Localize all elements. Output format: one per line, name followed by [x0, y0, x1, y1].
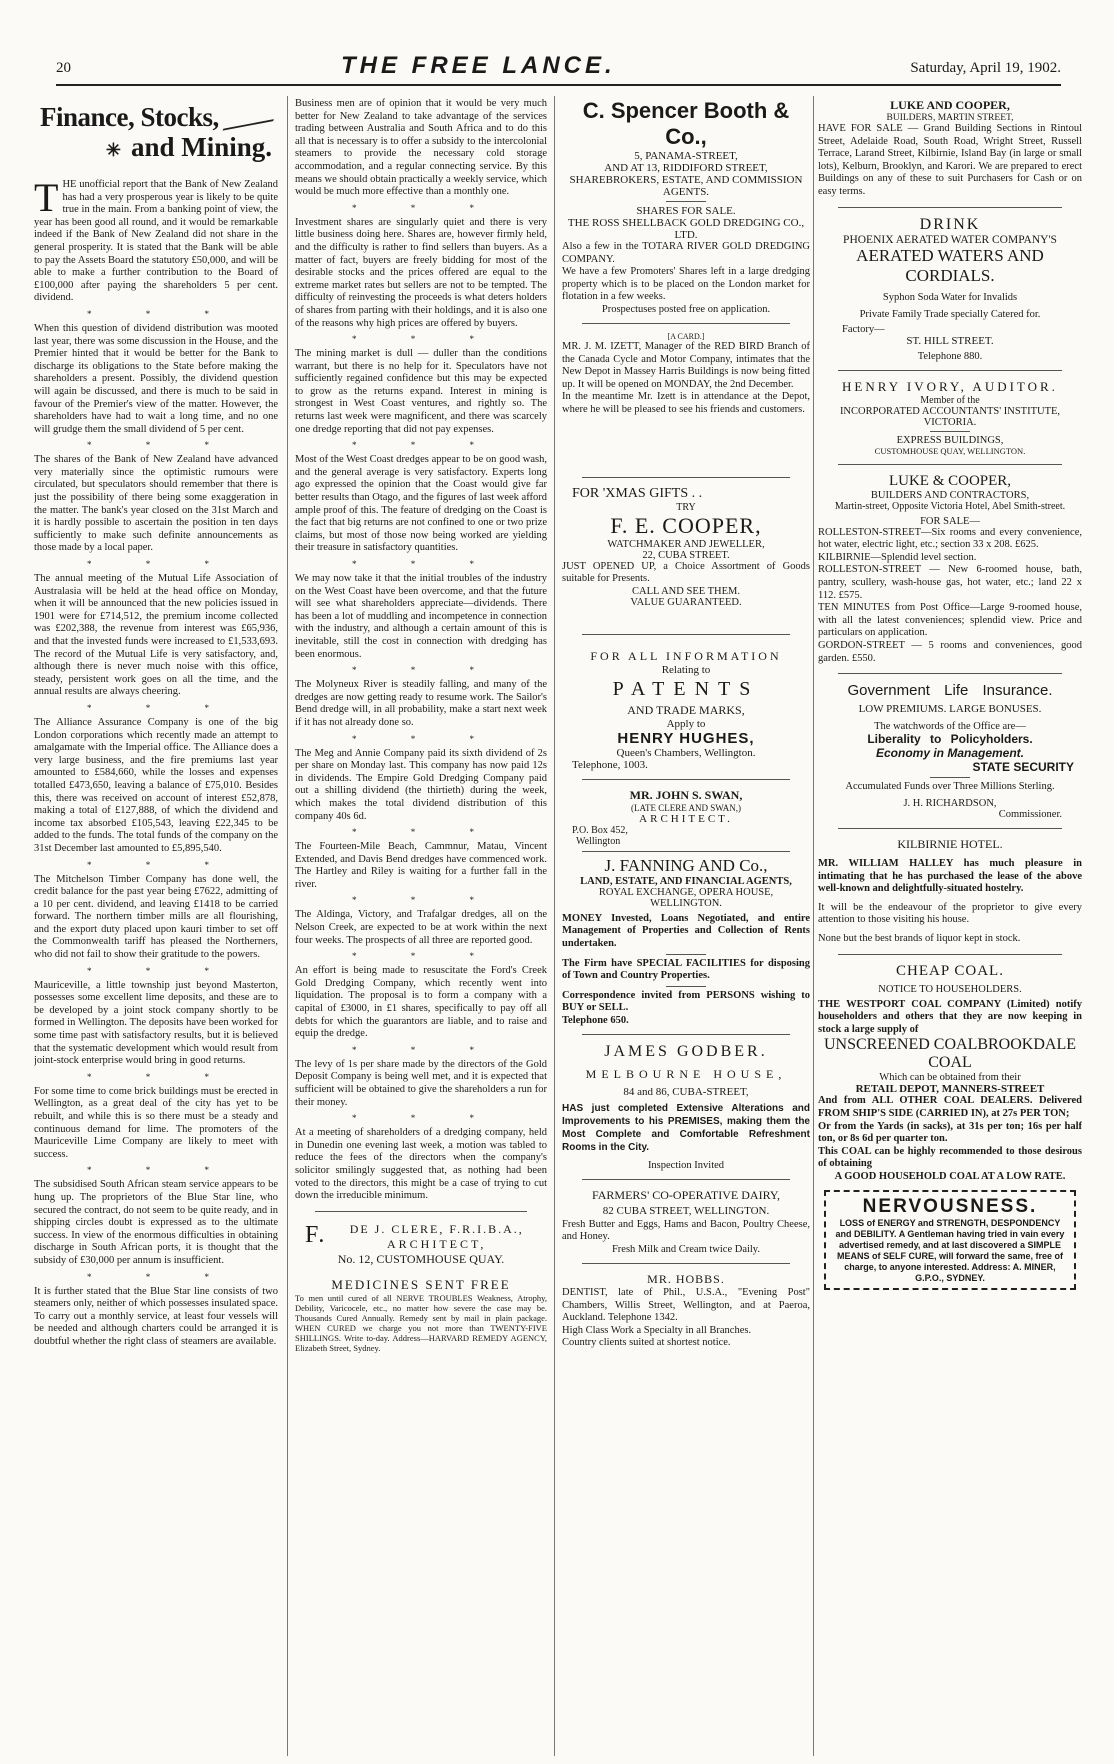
ad-text: Accumulated Funds over Three Millions Sterling. [845, 781, 1055, 793]
ad-body: MONEY Invested, Loans Negotiated, and entire Management of Properties and Collection of Rents undertaken. [562, 912, 810, 949]
separator-stars: * * * [352, 334, 500, 345]
ads-column-1 [562, 98, 810, 1754]
separator-stars: * * * [352, 440, 500, 451]
ad-text: TRY [676, 501, 696, 513]
ad-heading: NERVOUSNESS. [862, 1196, 1038, 1217]
divider [838, 370, 1062, 371]
flourish-icon [222, 109, 277, 130]
ad-text: The watchwords of the Office are— [874, 721, 1026, 733]
article-paragraph: The Mitchelson Timber Company has done well, the credit balance for the past year being £7622, admitting of a 10 per cent. dividend, and leaving £1418 to be carried forward. The northern timber mills are all flourishing, and the export duty placed upon kauri timber to set off the Commonwealth tariff has pleased the Northerners, who did not fail to show their gratitude to the powers. [34, 873, 278, 961]
article-paragraph: Most of the West Coast dredges appear to be on good wash, and the general average is very satisfactory. Experts long ago expressed the opinion that the Coast would give far better results than Otago, and the figures of last week afford ample proof of this. The feature of dredging on the Coast is the fact that big returns are not confined to one or two prize claims, but most of those now being worked are yielding their treasure in satisfactory quantities. [295, 454, 547, 554]
divider [666, 201, 706, 202]
ad-address: Martin-street, Opposite Victoria Hotel, Abel Smith-street. [834, 500, 1066, 512]
ad-name: HENRY IVORY, AUDITOR. [842, 378, 1058, 394]
ad-address: P.O. Box 452, [572, 824, 628, 836]
ad-subheading: INCORPORATED ACCOUNTANTS' INSTITUTE, VICTORIA. [839, 405, 1061, 428]
ad-subheading: AND TRADE MARKS, [627, 702, 745, 717]
ad-body: Fresh Butter and Eggs, Hams and Bacon, Poultry Cheese, and Honey. [562, 1218, 810, 1243]
divider [582, 1263, 790, 1264]
separator-stars: * * * [87, 1271, 235, 1282]
ad-text: Commissioner. [998, 809, 1062, 821]
separator-stars: * * * [352, 895, 500, 906]
ivory-ad [818, 379, 1082, 456]
ad-address: Wellington [576, 835, 621, 847]
clere-ad [295, 1222, 547, 1267]
ad-body: JUST OPENED UP, a Choice Assortment of Goods suitable for Presents. [562, 560, 810, 585]
swan-ad [562, 788, 810, 847]
divider [930, 777, 970, 778]
divider [930, 431, 970, 432]
divider [838, 673, 1062, 674]
cooper-ad [562, 486, 810, 608]
article-paragraph: The mining market is dull — duller than the conditions warrant, but there is no help for it. Speculators have not sufficiently regained confidence but this may be expected to grow as the returns expand. Interest in mining is strongest in West Coast ventures, and rightly so. The returns last week were magnificent, and there was scarcely one dredge reporting that did not pay expenses. [295, 348, 547, 435]
ad-body: LOSS of ENERGY and STRENGTH, DESPONDENCY and DEBILITY. A Gentleman having tried in vain every advertised remedy, and at last discovered a SIMPLE MEANS of SELF CURE, will forward the same, free of charge, to anyone interested. Address: A. MINER, G.P.O., SYDNEY. [835, 1218, 1065, 1283]
ad-heading: MEDICINES SENT FREE [331, 1276, 511, 1292]
kilbirnie-ad [818, 837, 1082, 946]
booth-ad [562, 98, 810, 315]
ad-heading: FOR 'XMAS GIFTS . . [572, 485, 703, 501]
ad-name: LUKE AND COOPER, [890, 98, 1010, 112]
ad-subheading: BUILDERS AND CONTRACTORS, [870, 489, 1030, 501]
separator-stars: * * * [352, 1113, 500, 1124]
article-paragraph: The subsidised South African steam service appears to be hung up. The proprietors of the Blue Star line, who secured the contract, do not seem to be quite ready, and in shipping circles doubt is expressed as to the ultimate success. In view of the enormous difficulties in obtaining discharge in South African ports, it is thought that the subsidy of £30,000 per annum is insufficient. [34, 1179, 278, 1266]
article-paragraph: When this question of dividend distribution was mooted last year, there was some discussion in the House, and the Premier hinted that it would be better for the Bank to discharge its obligations to the State before making the shareholders a present. Possibly, the dividend question will again be discussed, and there is much to be said in favour of the Premier's view of the matter. However, the shareholders have had to wait a long time, and no one will grudge them the small dividend of 5 per cent. [34, 322, 278, 435]
article-paragraph: It is further stated that the Blue Star line consists of two steamers only, neither of which possesses insulated space. To carry out a monthly service, at least four vessels will be needed and although charters could be arranged it is doubtful whether the right class of steamers are available. [34, 1285, 278, 1347]
section-title [40, 102, 278, 132]
ad-body: MR. WILLIAM HALLEY has much pleasure in intimating that he has purchased the lease of the above well-known and delightfully-situated hostelry. [818, 858, 1082, 895]
ad-text: STATE SECURITY [972, 760, 1074, 775]
ad-body: And from ALL OTHER COAL DEALERS. Delivered FROM SHIP'S SIDE (CARRIED IN), at 27s PER TON; [818, 1095, 1082, 1120]
ad-heading: FOR ALL INFORMATION [590, 648, 782, 663]
divider [582, 634, 790, 635]
separator-stars: * * * [352, 202, 500, 213]
separator-stars: * * * [352, 665, 500, 676]
column-divider [813, 96, 814, 1756]
page-number: 20 [56, 60, 71, 76]
ad-phone: Telephone 880. [917, 350, 983, 362]
ad-subheading: WATCHMAKER AND JEWELLER, [607, 538, 765, 550]
luke-cooper-ad-2 [818, 473, 1082, 666]
ad-subheading: LAND, ESTATE, AND FINANCIAL AGENTS, [580, 875, 792, 887]
godber-ad [562, 1043, 810, 1171]
ad-big: PATENTS [612, 677, 760, 700]
separator-stars: * * * [87, 1071, 235, 1082]
ad-body: HAVE FOR SALE — Grand Building Sections in Rintoul Street, Adelaide Road, South Road, Wright Street, Russell Terrace, Larand Street, Kilbirnie, Island Bay (in large or small lots), Kelburn, Brooklyn, and Karori. We are prepared to erect Buildings on any of these to suit Purchasers for Cash or on easy terms. [818, 123, 1082, 197]
ad-heading: CHEAP COAL. [896, 962, 1004, 979]
ad-body: Or from the Yards (in sacks), at 31s per ton; 16s per half ton, or 8s 6d per quarter ton. [818, 1120, 1082, 1145]
ad-body: To men until cured of all NERVE TROUBLES Weakness, Atrophy, Debility, Varicocele, etc., no matter how severe the case may be. Thousands Cured Annually. Remedy sent by mail in plain package. WHEN CURED we charge you not more than TWENTY-FIVE SHILLINGS. Write to-day. Address—HARVARD REMEDY AGENCY, Elizabeth Street, Sydney. [295, 1292, 547, 1353]
hobbs-ad [562, 1272, 810, 1350]
ad-name: MR. HOBBS. [647, 1272, 725, 1287]
medicines-ad [295, 1277, 547, 1353]
article-paragraph: An effort is being made to resuscitate the Ford's Creek Gold Dredging Company, which recently went into liquidation. The proposal is to form a company with a capital of £3000, in £1 shares, specifically to pay off all debts for which the guarantors are liable, and to raise and equip the dredge. [295, 965, 547, 1040]
article-paragraph: For some time to come brick buildings must be erected in Wellington, as a great deal of the city has yet to be rebuilt, and while this is so there must be a steady and continuous demand for lime. The promoters of the Mauriceville Lime Company are likely to meet with success. [34, 1085, 278, 1160]
separator-stars: * * * [87, 859, 235, 870]
ad-text: CALL AND SEE THEM. [632, 585, 740, 597]
ad-text: (LATE CLERE AND SWAN,) [631, 802, 741, 813]
ad-subheading: LOW PREMIUMS. LARGE BONUSES. [858, 703, 1042, 716]
ad-text: Factory— [842, 323, 885, 335]
divider [838, 207, 1062, 208]
government-life-ad [818, 682, 1082, 820]
ad-body: Correspondence invited from PERSONS wishing to BUY or SELL. [562, 989, 810, 1014]
divider [838, 464, 1062, 465]
separator-stars: * * * [87, 965, 235, 976]
drop-cap: T [34, 175, 59, 220]
ad-address: 5, PANAMA-STREET, [634, 150, 738, 162]
separator-stars: * * * [87, 1165, 235, 1176]
ad-name: LUKE & COOPER, [888, 472, 1012, 489]
ad-text: ARCHITECT. [639, 812, 733, 825]
listing: TEN MINUTES from Post Office—Large 9-roomed house, with all the latest conveniences; splendid view. Price and particulars on application. [818, 602, 1082, 639]
masthead: THE FREE LANCE. [341, 52, 616, 79]
article-paragraph: Business men are of opinion that it would be very much better for New Zealand to take advantage of the services trading between Australia and South Africa and to do this all that is necessary is to offer a subsidy to the intercolonial steamers to provide the necessary cold storage accommodation, and a regular connecting service. By this means we should obtain practically a weekly service, which would be much more effective than a monthly one. [295, 98, 547, 198]
ad-name: FARMERS' CO-OPERATIVE DAIRY, [591, 1187, 781, 1202]
ad-text: Apply to [666, 717, 706, 730]
article-paragraph: The Molyneux River is steadily falling, and many of the dredges are now getting ready to resume work. The Sailor's Bend dredge will, in all probability, make a start next week if it has not already done so. [295, 679, 547, 728]
ad-address: 82 CUBA STREET, WELLINGTON. [602, 1204, 770, 1217]
ad-text: Member of the [920, 394, 980, 406]
separator-stars: * * * [352, 559, 500, 569]
listing: ROLLESTON-STREET—Six rooms and every convenience, hot water, electric light, etc.; section 33 x 208. £625. [818, 526, 1082, 551]
ad-subheading: SHAREBROKERS, ESTATE, AND COMMISSION AGENTS. [569, 174, 803, 198]
listing: ROLLESTON-STREET — New 6-roomed house, bath, pantry, scullery, wash-house gas, hot water, etc.; land 22 x 112. £575. [818, 564, 1082, 601]
drop-cap: F. [305, 1221, 327, 1248]
asterisk-icon: ✳ [105, 140, 121, 160]
ad-text: A GOOD HOUSEHOLD COAL AT A LOW RATE. [834, 1171, 1066, 1182]
nervousness-ad [824, 1190, 1076, 1290]
ad-heading: KILBIRNIE HOTEL. [897, 837, 1003, 852]
divider [582, 323, 790, 324]
ad-body: The Firm have SPECIAL FACILITIES for disposing of Town and Country Properties. [562, 957, 810, 982]
article-paragraph: The Aldinga, Victory, and Trafalgar dredges, all on the Nelson Creek, are expected to be at work within the next four weeks. The prospects of all three are reported good. [295, 909, 547, 946]
architect-title: ARCHITECT, [386, 1236, 487, 1251]
luke-cooper-ad-1 [818, 98, 1082, 199]
ad-address: ST. HILL STREET. [906, 334, 994, 347]
ad-subheading: BUILDERS, MARTIN STREET, [886, 113, 1014, 123]
ad-subheading: PHOENIX AERATED WATER COMPANY'S [843, 233, 1057, 246]
ad-text: Which can be obtained from their [879, 1072, 1021, 1084]
article-paragraph: The shares of the Bank of New Zealand have advanced very materially since the optimistic rumours were circulated, but speculators should remember that there is just the possibility of there being some exaggeration in the matter. The bank's year closed on the 31st March and it is hardly possible to ascertain the position in ten days sufficiently to make such definite announcements as those made by a local paper. [34, 454, 278, 554]
article-paragraph [34, 175, 278, 305]
ad-text: Private Family Trade specially Catered for. [859, 308, 1041, 320]
article-paragraph: Mauriceville, a little township just beyond Masterton, possesses some excellent lime deposits, and these are to be developed by a joint stock company shortly to be formed in Wellington. The deposits have been worked for some time past with satisfactory results, but it is believed that the systematic development which would result from joint-stock enterprise would bring in good returns. [34, 979, 278, 1067]
ad-body: This COAL can be highly recommended to those desirous of obtaining [818, 1145, 1082, 1170]
fanning-ad [562, 856, 810, 1026]
ad-body: Also a few in the TOTARA RIVER GOLD DREDGING COMPANY. [562, 241, 810, 265]
separator-stars: * * * [87, 702, 235, 713]
divider [582, 1034, 790, 1035]
ad-body: None but the best brands of liquor kept in stock. [818, 933, 1021, 945]
separator-stars: * * * [352, 951, 500, 962]
ad-label: [A CARD.] [667, 331, 705, 341]
divider [666, 986, 706, 987]
divider [582, 779, 790, 780]
architect-name: DE J. CLERE, F.R.I.B.A., [349, 1221, 524, 1236]
header-rule [56, 84, 1061, 86]
divider [315, 1211, 527, 1212]
ad-text: Liberality to Policyholders. [867, 732, 1033, 747]
ad-address: 22, CUBA STREET. [642, 549, 730, 561]
divider [582, 477, 790, 478]
ad-phone: Telephone, 1003. [572, 758, 648, 771]
article-paragraph: The Alliance Assurance Company is one of the big London corporations which recently made an attempt to amalgamate with the Imperial office. The Alliance does a very large business, and the fire premiums last year amounted to £584,660, while the losses and expenses totalled £473,650, leaving a balance of £75,010. Besides this, there was received on account of interest £52,878, making a total of £127,888, of which the dividend and income tax absorbed £105,543, leaving £22,345 to be added to the funds. The total funds of the company on the 31st December last amounted to £5,895,540. [34, 716, 278, 854]
ad-text: RETAIL DEPOT, MANNERS-STREET [855, 1083, 1045, 1096]
ad-text: VALUE GUARANTEED. [630, 596, 742, 608]
article-paragraph: The levy of 1s per share made by the directors of the Gold Deposit Company is being well met, and it is expected that sufficient will be obtained to give the shareholders a run for their money. [295, 1058, 547, 1108]
paragraph-text: HE unofficial report that the Bank of New Zealand has had a very prosperous year is likely to be quite true in the main. From a banking point of view, the year has been good all round, and it would be remarkable indeed if the Bank of New Zealand did not share in the general prosperity. It is stated that the Bank will be able to pay the Assets Board the statutory £50,000, and will be able to make a further contribution to the Board of £100,000 after paying the shareholders 5 per cent. dividend. [34, 179, 278, 304]
ad-body: MR. J. M. IZETT, Manager of the RED BIRD Branch of the Canada Cycle and Motor Company, intimates that the New Depot in Massey Harris Buildings is now being fitted up. It will be opened on MONDAY, the 2nd December. [562, 340, 810, 390]
ad-subheading: NOTICE TO HOUSEHOLDERS. [878, 983, 1022, 995]
ad-text: FOR SALE— [920, 515, 980, 527]
ad-heading: DRINK [919, 215, 981, 233]
finance-column-continued [295, 98, 547, 1754]
column-divider [287, 96, 288, 1756]
ad-heading: Government Life Insurance. [847, 682, 1053, 700]
article-paragraph: At a meeting of shareholders of a dredging company, held in Dunedin one evening last week, a motion was tabled to reduce the fees of the directors when the company's solicitor smilingly suggested that, as nothing had been voted to the directors, this might be a case of trying to cut down the irreducible minimum. [295, 1127, 547, 1202]
ad-name: HENRY HUGHES, [617, 729, 755, 747]
listing: KILBIRNIE—Splendid level section. [818, 551, 977, 563]
ad-body: We have a few Promoters' Shares left in a large dredging property which is to be placed on the London market for flotation in a few weeks. [562, 266, 810, 303]
architect-address: No. 12, CUSTOMHOUSE QUAY. [337, 1251, 505, 1266]
ad-address: 84 and 86, CUBA-STREET, [623, 1085, 749, 1098]
ad-address: Queen's Chambers, Wellington. [616, 746, 756, 759]
separator-stars: * * * [352, 827, 500, 838]
ad-name: F. E. COOPER, [610, 512, 762, 538]
ad-big: UNSCREENED COALBROOKDALE COAL [824, 1036, 1076, 1072]
column-divider [554, 96, 555, 1756]
separator-stars: * * * [87, 308, 235, 319]
listing: GORDON-STREET — 5 rooms and conveniences, good garden. £550. [818, 639, 1082, 664]
ad-body: DENTIST, late of Phil., U.S.A., "Evening Post" Chambers, Willis Street, Wellington, and at Paeroa, Auckland. Telephone 1342. [562, 1287, 810, 1324]
ad-subheading: SHARES FOR SALE. [636, 205, 736, 217]
ad-address: AND AT 13, RIDDIFORD STREET, [604, 162, 768, 174]
ad-note: Prospectuses posted free on application. [601, 303, 771, 315]
section-title-2 [34, 132, 272, 165]
ad-address: CUSTOMHOUSE QUAY, WELLINGTON. [874, 445, 1026, 456]
ad-text: Relating to [661, 663, 711, 676]
ad-text: Syphon Soda Water for Invalids [882, 291, 1018, 303]
ad-name: J. H. RICHARDSON, [903, 798, 997, 810]
ad-text: Inspection Invited [647, 1159, 725, 1171]
article-paragraph: We may now take it that the initial troubles of the industry on the West Coast have been overcome, and that the future will see what shareholders appreciate—dividends. There has been a lot of muddling and incompetence in connection with the industry, and although a certain amount of this is inevitable, still the cost in connection with dredging has been enormous. [295, 573, 547, 660]
ad-body: THE WESTPORT COAL COMPANY (Limited) notify householders and others that they are now keeping in stock a large supply of [818, 998, 1082, 1035]
ad-phone: Telephone 650. [562, 1014, 629, 1026]
dairy-ad [562, 1188, 810, 1255]
ad-name: JAMES GODBER. [604, 1042, 768, 1060]
separator-stars: * * * [87, 440, 235, 451]
divider [582, 851, 790, 852]
section-title-line2: and Mining. [130, 132, 272, 162]
ad-address: EXPRESS BUILDINGS, [896, 434, 1004, 446]
phoenix-ad [818, 216, 1082, 362]
ad-address: ROYAL EXCHANGE, OPERA HOUSE, WELLINGTON. [598, 886, 774, 909]
divider [838, 954, 1062, 955]
ad-body: It will be the endeavour of the proprietor to give every attention to those visiting his house. [818, 901, 1082, 926]
separator-stars: * * * [352, 1044, 500, 1055]
article-paragraph: The Fourteen-Mile Beach, Cammnur, Matau, Vincent Extended, and Davis Bend dredges have commenced work. The Hartley and Riley is waiting for a further fall in the river. [295, 841, 547, 890]
separator-stars: * * * [87, 559, 235, 570]
issue-date: Saturday, April 19, 1902. [910, 60, 1061, 76]
divider [838, 828, 1062, 829]
finance-column [34, 98, 278, 1754]
coal-ad [818, 963, 1082, 1182]
divider [666, 954, 706, 955]
ad-text: Fresh Milk and Cream twice Daily. [611, 1244, 761, 1256]
ad-heading: C. Spencer Booth & Co., [582, 98, 790, 149]
ad-big: AERATED WATERS AND CORDIALS. [856, 245, 1044, 285]
ad-text: Economy in Management. [875, 746, 1025, 761]
ad-body: Country clients suited at shortest notice. [562, 1337, 731, 1349]
ad-subheading: MELBOURNE HOUSE, [585, 1066, 787, 1081]
article-paragraph: The Meg and Annie Company paid its sixth dividend of 2s per share on Monday last. This company has now paid 12s in dividends. The Empire Gold Dredging Company paid out a shilling dividend (the thirtieth) during the week, which makes the total dividend distribution of this company 40s 6d. [295, 747, 547, 822]
divider [582, 1179, 790, 1180]
ad-body: HAS just completed Extensive Alterations and Improvements to his PREMISES, making them the Most Complete and Comfortable Refreshment Rooms in the City. [562, 1102, 810, 1153]
ad-name: MR. JOHN S. SWAN, [629, 787, 743, 802]
separator-stars: * * * [352, 733, 500, 744]
ad-body: In the meantime Mr. Izett is in attendance at the Depot, where he will be pleased to see his friends and customers. [562, 391, 810, 415]
ad-name: J. FANNING AND Co., [604, 855, 768, 875]
article-paragraph: The annual meeting of the Mutual Life Association of Australasia will be held at the head office on Monday, when it will be announced that the new policies issued in 1901 were for £714,512, the premium income collected was £202,388, the revenue from interest was £65,936, and that the invested funds were increased to £1,533,693. The record of the Mutual Life is very satisfactory, and, although there is never much noise with this office, steady, persistent work goes on all the time, and the annual results are always cheering. [34, 573, 278, 698]
ads-column-2 [818, 98, 1082, 1754]
ad-body: High Class Work a Specialty in all Branches. [562, 1324, 752, 1336]
ad-item: THE ROSS SHELLBACK GOLD DREDGING CO., LTD. [567, 217, 805, 241]
article-paragraph: Investment shares are singularly quiet and there is very little business doing here. Shares are, however firmly held, and the difficulty is rather to find sellers than buyers. As a matter of fact, buyers are freely bidding for most of the desirable stocks and the prices offered are equal to the extreme market rates but sellers are not to be tempted. The difficulty of reinvesting the proceeds is what deters holders of shares from parting with their holdings, and it is also one of the reasons why high prices are offered by buyers. [295, 216, 547, 329]
patents-ad [562, 649, 810, 771]
section-title-line1: Finance, Stocks, [40, 102, 219, 132]
card-ad [562, 332, 810, 417]
